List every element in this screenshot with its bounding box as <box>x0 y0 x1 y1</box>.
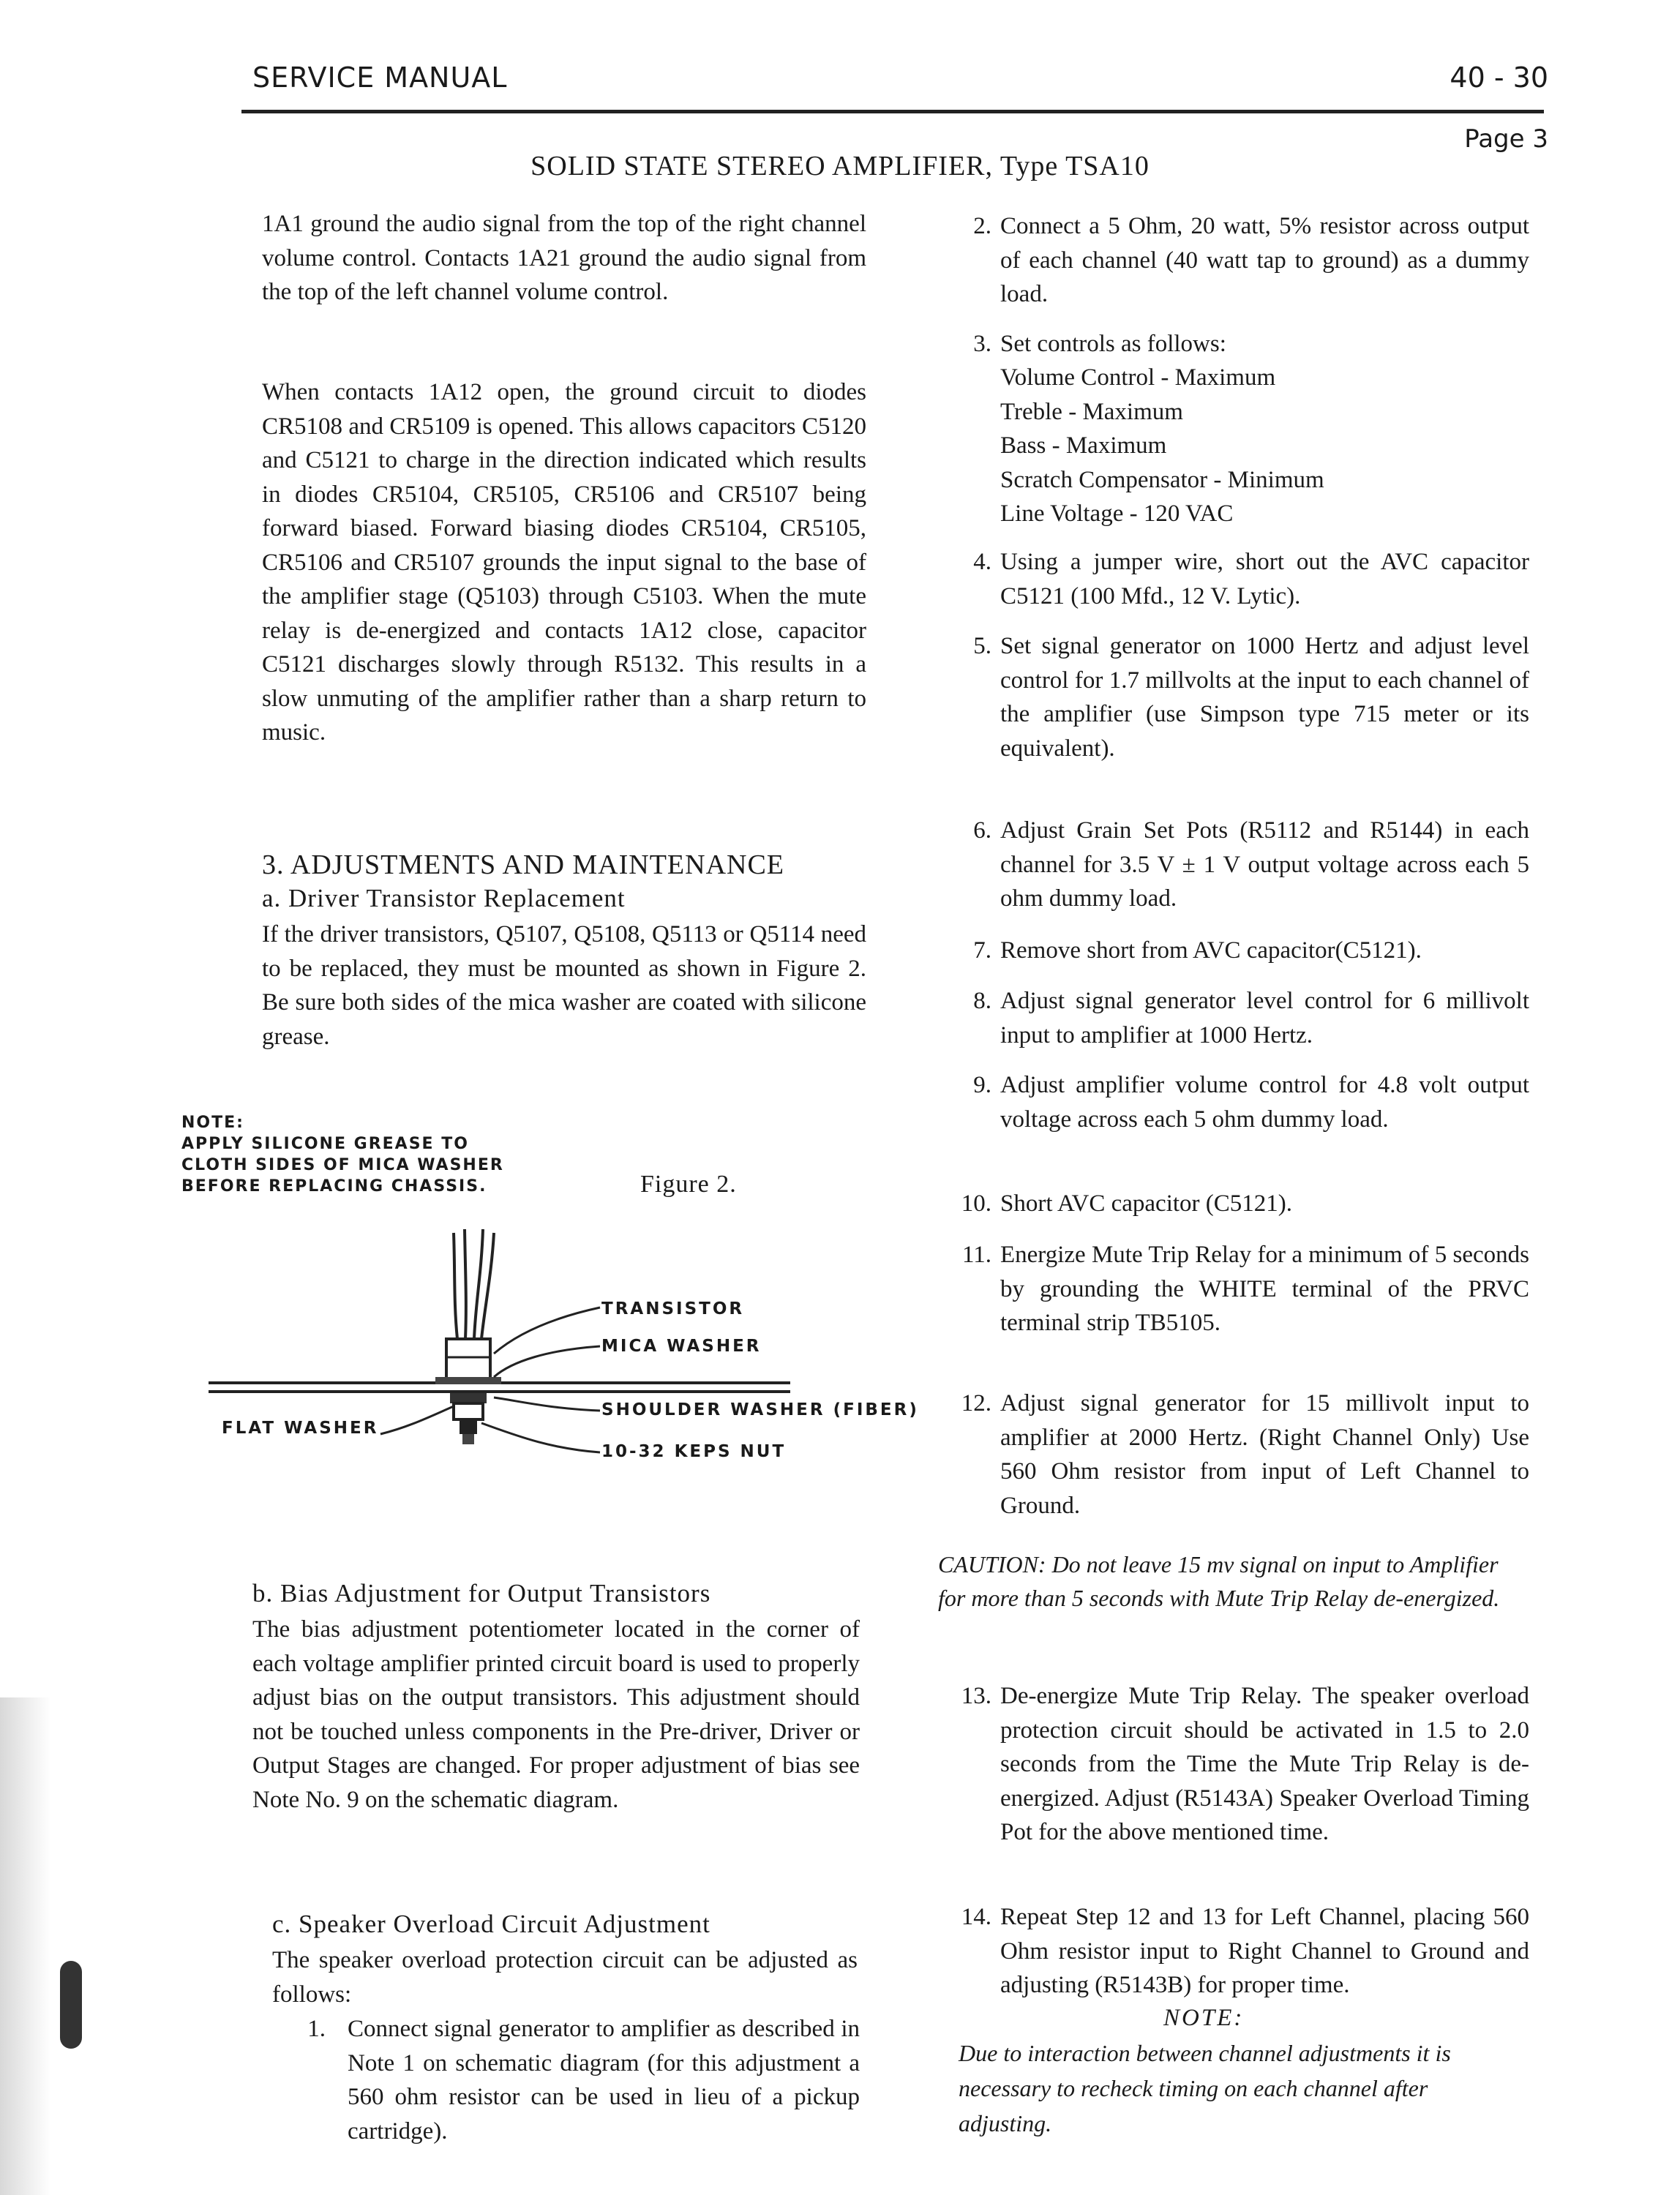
label-transistor: TRANSISTOR <box>601 1299 745 1318</box>
step-text: Set signal generator on 1000 Hertz and adjust level control for 1.7 millvolts at the input to each channel of the amplifier (use Simpson type 715 meter or its equivalent). <box>1000 633 1529 762</box>
label-keps-nut: 10-32 KEPS NUT <box>601 1442 787 1461</box>
step-number: 8. <box>973 988 991 1014</box>
figure-caption: Figure 2. <box>640 1171 737 1198</box>
step-text: Repeat Step 12 and 13 for Left Channel, placing 560 Ohm resistor input to Right Channel to Ground and adjusting (R5143B) for proper time. <box>1000 1904 1529 1998</box>
caution-note: CAUTION: Do not leave 15 mv signal on input to Amplifier for more than 5 seconds with Mute Trip Relay de-energized. <box>938 1551 1500 1611</box>
control-setting: Bass - Maximum <box>1000 432 1167 459</box>
step-text: Using a jumper wire, short out the AVC capacitor C5121 (100 Mfd., 12 V. Lytic). <box>1000 549 1529 609</box>
binding-hole-mark <box>60 1961 82 2049</box>
header-rule <box>241 110 1544 113</box>
step-number: 2. <box>973 213 991 239</box>
intro-paragraph <box>262 207 866 309</box>
note-line: CLOTH SIDES OF MICA WASHER <box>181 1156 504 1174</box>
step-number: 14. <box>961 1904 991 1930</box>
control-setting: Line Voltage - 120 VAC <box>1000 500 1234 527</box>
step-text: Short AVC capacitor (C5121). <box>1000 1190 1293 1217</box>
step-text: De-energize Mute Trip Relay. The speaker overload protection circuit should be activated in 1.5 to 2.0 seconds from the Time the Mute Trip Relay is de-energized. Adjust (R5143A) Speaker Overload Timing Pot for the above mentioned time. <box>1000 1683 1529 1845</box>
note-title: NOTE: <box>1163 2005 1245 2031</box>
section-heading-adjustments: 3. ADJUSTMENTS AND MAINTENANCE <box>262 849 785 880</box>
control-setting: Scratch Compensator - Minimum <box>1000 466 1324 493</box>
document-subtitle: SOLID STATE STEREO AMPLIFIER, Type TSA10 <box>530 151 1150 181</box>
header-manual-title: SERVICE MANUAL <box>252 61 508 94</box>
page-number: Page 3 <box>1464 124 1548 154</box>
step-text: Adjust signal generator for 15 millivolt input to amplifier at 2000 Hertz. (Right Channel Only) Use 560 Ohm resistor from input of Left Channel to Ground. <box>1000 1390 1529 1519</box>
note-title: NOTE: <box>181 1114 244 1132</box>
step-text: Connect signal generator to amplifier as described in Note 1 on schematic diagram (for this adjustment a 560 ohm resistor can be used in lieu of a pickup cartridge). <box>348 2016 860 2145</box>
control-setting: Volume Control - Maximum <box>1000 364 1276 391</box>
header-section-number: 40 - 30 <box>1450 61 1548 94</box>
step-text: Connect a 5 Ohm, 20 watt, 5% resistor across output of each channel (40 watt tap to ground) as a dummy load. <box>1000 213 1529 307</box>
step-text: Adjust amplifier volume control for 4.8 volt output voltage across each 5 ohm dummy load. <box>1000 1072 1529 1133</box>
step-number: 9. <box>973 1072 991 1098</box>
step-number: 3. <box>973 331 991 357</box>
note-line: APPLY SILICONE GREASE TO <box>181 1135 469 1153</box>
step-number: 13. <box>961 1683 991 1709</box>
step-number: 5. <box>973 633 991 659</box>
bias-adjustment-paragraph: The bias adjustment potentiometer located in the corner of each voltage amplifier printed circuit board is used to properly adjust bias on the output transistors. This adjustment should not be touched unless components in the Pre-driver, Driver or Output Stages are changed. For proper adjustment of bias see Note No. 9 on the schematic diagram. <box>252 1616 860 1813</box>
step-number: 12. <box>961 1390 991 1417</box>
driver-transistor-paragraph: If the driver transistors, Q5107, Q5108, Q5113 or Q5114 need to be replaced, they must be mounted as shown in Figure 2. Be sure both sides of the mica washer are coated with silicone grease. <box>262 921 866 1050</box>
step-number: 10. <box>961 1190 991 1217</box>
step-text: Remove short from AVC capacitor(C5121). <box>1000 937 1422 964</box>
step-number: 7. <box>973 937 991 964</box>
mute-circuit-paragraph: When contacts 1A12 open, the ground circuit to diodes CR5108 and CR5109 is opened. This allows capacitors C5120 and C5121 to charge in the direction indicated which results in diodes CR5104, CR5105, CR5106 and CR5107 being forward biased. Forward biasing diodes CR5104, CR5105, CR5106 and CR5107 grounds the input signal to the base of the amplifier stage (Q5103) through C5103. When the mute relay is de-energized and contacts 1A12 close, capacitor C5121 discharges slowly through R5132. This results in a slow unmuting of the amplifier rather than a sharp return to music. <box>262 379 866 746</box>
figure-note <box>181 1112 504 1197</box>
label-flat-washer: FLAT WASHER <box>222 1419 379 1438</box>
channel-interaction-note: Due to interaction between channel adjustments it is necessary to recheck timing on each channel after adjusting. <box>959 2040 1451 2136</box>
step-number: 1. <box>307 2016 326 2042</box>
step-text: Adjust Grain Set Pots (R5112 and R5144) in each channel for 3.5 V ± 1 V output voltage across each 5 ohm dummy load. <box>1000 817 1529 912</box>
intro-text: 1A1 ground the audio signal from the top of the right channel volume control. Contacts 1A21 ground the audio signal from the top of the left channel volume control. <box>262 211 866 305</box>
controls-list <box>1000 361 1439 531</box>
subheading-bias-adjustment: b. Bias Adjustment for Output Transistors <box>252 1579 711 1607</box>
subheading-speaker-overload: c. Speaker Overload Circuit Adjustment <box>272 1910 710 1938</box>
step-number: 6. <box>973 817 991 844</box>
step-text: Adjust signal generator level control for 6 millivolt input to amplifier at 1000 Hertz. <box>1000 988 1529 1048</box>
control-setting: Treble - Maximum <box>1000 398 1183 425</box>
note-line: BEFORE REPLACING CHASSIS. <box>181 1177 487 1196</box>
step-text: Energize Mute Trip Relay for a minimum of 5 seconds by grounding the WHITE terminal of the PRVC terminal strip TB5105. <box>1000 1242 1529 1336</box>
step-text: Set controls as follows: <box>1000 331 1226 357</box>
scan-edge-shadow <box>0 1697 51 2195</box>
step-number: 11. <box>961 1242 991 1268</box>
step-number: 4. <box>973 549 991 575</box>
label-mica-washer: MICA WASHER <box>601 1337 762 1356</box>
label-shoulder-washer: SHOULDER WASHER (FIBER) <box>601 1400 919 1419</box>
speaker-overload-paragraph: The speaker overload protection circuit can be adjusted as follows: <box>272 1947 858 2008</box>
subheading-driver-transistor: a. Driver Transistor Replacement <box>262 884 626 912</box>
